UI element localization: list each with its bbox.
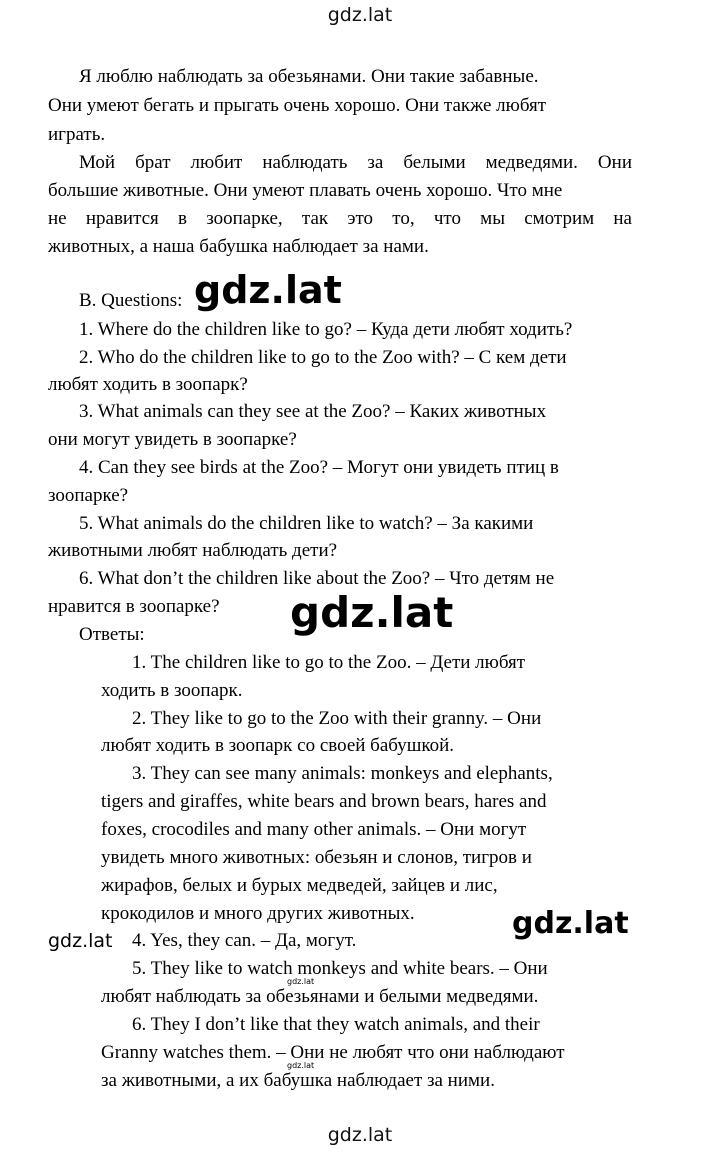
paragraph-1-line-1: Я люблю наблюдать за обезьянами. Они такие забавные. (79, 66, 539, 87)
paragraph-1-line-2: Они умеют бегать и прыгать очень хорошо. Они также любят (48, 95, 547, 116)
question-3-line-2: они могут увидеть в зоопарке? (48, 429, 297, 450)
watermark-side: gdz.lat (48, 930, 113, 952)
answer-3-line-1: 3. They can see many animals: monkeys and elephants, (132, 763, 553, 784)
paragraph-1-line-3: играть. (48, 124, 106, 145)
question-2-line-2: любят ходить в зоопарк? (48, 374, 248, 395)
answer-1-line-1: 1. The children like to go to the Zoo. – Дети любят (132, 652, 526, 673)
answer-5-line-1: 5. They like to watch monkeys and white bears. – Они (132, 958, 548, 979)
answer-6-line-1: 6. They I don’t like that they watch animals, and their (132, 1014, 540, 1035)
answer-3-line-2: tigers and giraffes, white bears and brown bears, hares and (101, 791, 547, 812)
question-6-line-2: нравится в зоопарке? (48, 596, 220, 617)
answer-3-line-5: жирафов, белых и бурых медведей, зайцев и лис, (101, 875, 498, 896)
answer-2-line-1: 2. They like to go to the Zoo with their granny. – Они (132, 708, 542, 729)
answer-6-line-2: Granny watches them. – Они не любят что они наблюдают (101, 1042, 565, 1063)
answer-3-line-4: увидеть много животных: обезьян и слонов, тигров и (101, 847, 532, 868)
questions-heading: B. Questions: (79, 290, 183, 311)
answer-6-line-3: за животными, а их бабушка наблюдает за ними. (101, 1070, 495, 1091)
watermark-top: gdz.lat (327, 4, 393, 26)
paragraph-2-line-4: животных, а наша бабушка наблюдает за нами. (48, 236, 429, 257)
question-4-line-1: 4. Can they see birds at the Zoo? – Могут они увидеть птиц в (79, 457, 559, 478)
paragraph-2-line-2: большие животные. Они умеют плавать очень хорошо. Что мне (48, 180, 563, 201)
answer-3-line-6: крокодилов и много других животных. (101, 903, 415, 924)
question-3-line-1: 3. What animals can they see at the Zoo? – Каких животных (79, 401, 547, 422)
answer-5-line-2: любят наблюдать за обезьянами и белыми медведями. (101, 986, 539, 1007)
watermark-bottom: gdz.lat (327, 1124, 393, 1146)
question-5-line-2: животными любят наблюдать дети? (48, 540, 338, 561)
question-2-line-1: 2. Who do the children like to go to the Zoo with? – С кем дети (79, 347, 567, 368)
watermark-large-3: gdz.lat (512, 906, 629, 941)
paragraph-2-line-1: Мой брат любит наблюдать за белыми медведями. Они (79, 152, 632, 173)
watermark-large-2: gdz.lat (290, 588, 454, 637)
question-4-line-2: зоопарке? (48, 485, 129, 506)
answer-2-line-2: любят ходить в зоопарк со своей бабушкой. (101, 735, 455, 756)
watermark-large-1: gdz.lat (194, 268, 342, 312)
question-1: 1. Where do the children like to go? – Куда дети любят ходить? (79, 319, 573, 340)
question-6-line-1: 6. What don’t the children like about the Zoo? – Что детям не (79, 568, 555, 589)
answer-3-line-3: foxes, crocodiles and many other animals. – Они могут (101, 819, 527, 840)
watermark-tiny-1: gdz.lat (287, 977, 315, 986)
paragraph-2-line-3: не нравится в зоопарке, так это то, что мы смотрим на (48, 208, 632, 229)
watermark-tiny-2: gdz.lat (287, 1061, 315, 1070)
answer-1-line-2: ходить в зоопарк. (101, 680, 243, 701)
answer-4: 4. Yes, they can. – Да, могут. (132, 930, 357, 951)
answers-heading: Ответы: (79, 624, 145, 645)
question-5-line-1: 5. What animals do the children like to watch? – За какими (79, 513, 534, 534)
